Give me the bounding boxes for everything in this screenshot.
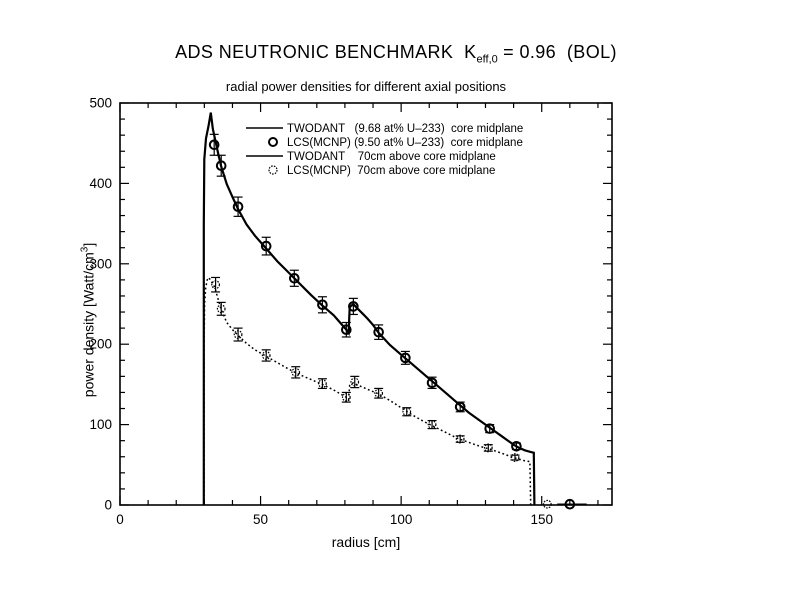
legend-label: TWODANT 70cm above core midplane xyxy=(287,151,496,163)
legend xyxy=(246,123,523,177)
legend-label: LCS(MCNP) (9.50 at% U–233) core midplane xyxy=(287,137,523,149)
series-2 xyxy=(204,278,531,506)
legend-label: TWODANT (9.68 at% U–233) core midplane xyxy=(287,123,524,135)
chart-title-suffix: = 0.96 (BOL) xyxy=(497,42,617,62)
x-tick-label: 50 xyxy=(253,512,269,527)
y-axis-label-sup: 3 xyxy=(79,246,91,253)
y-axis-label-close: ] xyxy=(79,242,96,247)
y-axis-label-text: power density [Watt/cm xyxy=(79,252,96,398)
legend-marker-sample xyxy=(269,166,277,174)
y-tick-label: 500 xyxy=(89,95,112,111)
y-tick-label: 400 xyxy=(89,175,112,191)
y-tick-label: 200 xyxy=(89,336,112,352)
plot-frame xyxy=(120,103,612,505)
chart-subtitle: radial power densities for different axial positions xyxy=(225,79,507,94)
series-1 xyxy=(210,134,574,508)
x-tick-label: 0 xyxy=(116,512,124,527)
y-tick-label: 0 xyxy=(104,497,112,513)
y-tick-label: 100 xyxy=(89,417,112,433)
x-tick-label: 150 xyxy=(530,512,553,527)
y-tick-label: 300 xyxy=(89,256,112,272)
chart-title-prefix: ADS NEUTRONIC BENCHMARK K xyxy=(175,42,477,62)
legend-marker-sample xyxy=(269,138,277,146)
axis-ticks xyxy=(120,103,612,505)
legend-label: LCS(MCNP) 70cm above core midplane xyxy=(287,165,496,177)
x-axis-label: radius [cm] xyxy=(331,534,401,550)
chart-title-subscript: eff,0 xyxy=(476,53,498,66)
series-3 xyxy=(211,277,551,508)
data-point-marker xyxy=(544,500,552,508)
series-line-2 xyxy=(204,278,531,506)
x-tick-label: 100 xyxy=(389,512,413,527)
